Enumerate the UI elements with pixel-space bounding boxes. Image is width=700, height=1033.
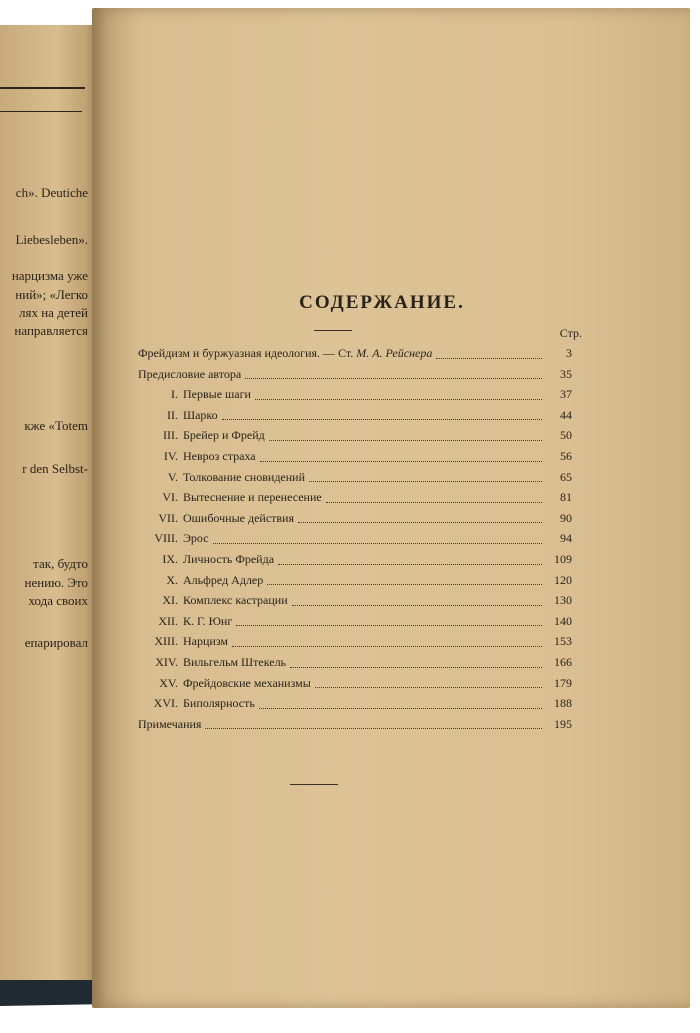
toc-entry [138,406,572,424]
toc-leader-dots [245,368,542,379]
toc-entry-page: 130 [554,593,572,608]
toc-entry-page: 109 [554,552,572,566]
toc-entry-label: Вытеснение и перенесение [183,490,322,505]
toc-leader-dots [269,430,542,441]
toc-entry-number: XIII. [154,634,178,649]
toc-leader-dots [436,348,542,359]
toc-entry-label: Биполярность [183,696,255,711]
toc-entry [138,591,572,609]
toc-entry-label: Эрос [183,531,209,546]
toc-leader-dots [236,615,542,626]
toc-entry-title [138,365,241,383]
toc-entry-number: XII. [158,613,178,628]
toc-leader-dots [292,595,542,606]
toc-leader-dots [232,636,542,647]
toc-leader-dots [298,512,542,523]
toc-entry-label: Вильгельм Штекель [183,655,287,669]
toc-entry-label: Примечания [138,716,202,731]
toc-entry-page: 179 [554,675,572,690]
page-column-header: Стр. [559,326,582,340]
toc-leader-dots [267,574,542,585]
toc-entry-number: XIV. [155,655,178,669]
toc-entry-title [183,488,322,506]
toc-entry-title [183,674,311,692]
toc-leader-dots [205,718,542,729]
toc-entry-page: 166 [554,655,572,669]
toc-entry-number: III. [163,428,178,443]
toc-entry-page: 3 [566,346,572,360]
toc-entry-title [183,385,251,403]
toc-entry-label: Личность Фрейда [183,552,275,566]
toc-entry-page: 195 [554,716,572,731]
toc-entry-title [138,715,201,733]
toc-entry-number: V. [167,469,178,484]
toc-leader-dots [315,677,542,688]
left-page-line: кже «Totem [24,418,88,433]
toc-leader-dots [309,471,542,482]
toc-entry [138,632,572,650]
left-page-line: ch». Deutiche [15,185,88,200]
toc-entry-number: IV. [163,449,178,463]
toc-entry-title [183,571,263,589]
left-page-line: так, будто [33,556,88,571]
toc-entry-label: Первые шаги [183,387,251,402]
toc-leader-dots [326,492,542,503]
closing-rule [290,784,338,785]
left-page-rule-top [0,87,85,89]
toc-entry [138,385,572,403]
toc-entry [138,488,572,506]
toc-entry-title [138,344,432,362]
toc-entry-page: 153 [554,634,572,649]
left-page-line: нению. Это [24,575,88,590]
toc-entry-label: Фрейдизм и буржуазная идеология. — Ст. [138,346,354,360]
toc-entry-page: 94 [560,531,572,546]
toc-entry-title [183,653,286,671]
toc-entry-number: IX. [162,552,178,566]
toc-leader-dots [290,657,542,668]
toc-entry-page: 37 [560,387,572,402]
toc-entry-title [183,447,256,465]
toc-entry [138,571,572,589]
left-page-line: епарировал [24,635,88,650]
toc-entry-label: Фрейдовские механизмы [183,675,311,690]
toc-entry [138,715,572,733]
toc-entry-number: X. [166,572,178,587]
toc-entry-label: Толкование сновидений [183,469,306,484]
toc-entry-page: 35 [560,366,572,381]
left-page-rule-bottom [0,111,82,112]
toc-entry-page: 120 [554,572,572,587]
toc-leader-dots [260,451,542,462]
toc-leader-dots [255,389,542,400]
left-page-line: хода своих [28,593,88,608]
toc-entry [138,468,572,486]
toc-entry-title [183,632,228,650]
toc-entry-label: Предисловие автора [138,366,242,381]
title-underline-rule [314,330,352,331]
toc-entry-number: I. [171,387,178,402]
toc-entry [138,426,572,444]
toc-entry-number: VII. [158,510,178,525]
toc-entry-title [183,529,209,547]
toc-entry-page: 44 [560,407,572,422]
left-page [0,25,102,980]
toc-entry-label: Невроз страха [183,449,256,463]
toc-leader-dots [222,409,542,420]
toc-entry [138,365,572,383]
toc-entry-page: 50 [560,428,572,443]
toc-leader-dots [278,554,542,565]
toc-entry-page: 56 [560,449,572,463]
toc-entry-label: Брейер и Фрейд [183,428,265,443]
toc-entry-label: Нарцизм [183,634,228,649]
toc-entry-number: VI. [162,490,178,505]
toc-entry-number: XVI. [153,696,178,711]
toc-entry-label: Альфред Адлер [183,572,264,587]
toc-entry-label: Комплекс кастрации [183,593,288,608]
toc-entry-page: 90 [560,510,572,525]
toc-entry-label: Шарко [183,407,218,422]
toc-entry-page: 188 [554,696,572,711]
left-page-line: направляется [14,323,88,338]
toc-entry-title [183,509,294,527]
left-page-line: ний»; «Легко [15,287,88,302]
toc-entry-number: XI. [162,593,178,608]
toc-entry [138,674,572,692]
toc-entry [138,612,572,630]
left-page-line: r den Selbst- [22,461,88,476]
toc-entry-title [183,468,305,486]
toc-entry-page: 81 [560,490,572,505]
toc-entry-title [183,591,288,609]
left-page-line: лях на детей [19,305,88,320]
toc-entry [138,550,572,568]
toc-entry-number: II. [167,407,178,422]
toc-entry [138,344,572,362]
toc-entry [138,509,572,527]
left-page-line: нарцизма уже [11,268,88,283]
toc-title: СОДЕРЖАНИЕ. [299,292,465,313]
toc-entry-title [183,694,255,712]
toc-leader-dots [213,533,542,544]
toc-entry-title [183,612,232,630]
left-page-line: Liebesleben». [15,232,88,247]
toc-entry-title [183,426,265,444]
right-page [92,8,690,1008]
toc-entry-author: М. А. Рейснера [356,346,433,360]
toc-entry-page: 140 [554,613,572,628]
toc-entry [138,694,572,712]
toc-entry [138,529,572,547]
toc-leader-dots [259,698,542,709]
toc-entry-number: XV. [159,675,178,690]
toc-entry-label: Ошибочные действия [183,510,294,525]
toc-entry [138,447,572,465]
toc-entry-title [183,406,218,424]
toc-entry-number: VIII. [154,531,178,546]
toc-entry-label: К. Г. Юнг [183,613,233,628]
toc-entry-title [183,550,274,568]
toc-entry [138,653,572,671]
toc-entry-page: 65 [560,469,572,484]
